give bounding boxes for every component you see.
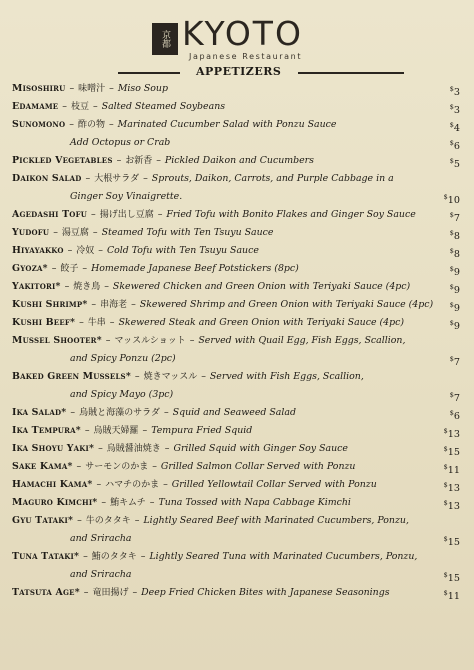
item-japanese-name: お新香 [125,156,153,166]
item-name: Maguro Kimchi* [12,497,98,508]
dash-separator: – [81,425,93,436]
menu-item-line [12,548,460,566]
dash-separator: – [186,335,198,346]
menu-item [12,494,460,512]
menu-item-line [12,566,460,584]
dash-separator: – [160,479,171,490]
item-japanese-name: 鮪のタタキ [91,552,137,562]
dash-separator: – [82,173,94,184]
dash-separator: – [106,317,118,328]
logo-seal: 京都 [152,23,178,55]
menu-item [12,296,460,314]
dollar-sign: $ [449,229,454,237]
item-description: Grilled Squid with Ginger Soy Sauce [173,443,348,454]
dash-separator: – [137,551,149,562]
dash-separator: – [95,443,106,454]
item-description: Sprouts, Daikon, Carrots, and Purple Cabbage in a [151,173,394,184]
dash-separator: – [131,515,143,526]
dash-separator: – [66,83,78,94]
menu-item-line [12,512,460,530]
item-description: Grilled Yellowtail Collar Served with Ponzu [171,479,377,490]
dash-separator: – [61,281,73,292]
item-description: Tempura Fried Squid [151,425,253,436]
dollar-sign: $ [443,571,448,579]
item-price [444,584,460,606]
dash-separator: – [198,371,209,382]
menu-item-line [12,296,460,314]
menu-item-line [12,314,460,332]
dash-separator: – [153,155,164,166]
menu-item [12,152,460,170]
menu-item [12,260,460,278]
dash-separator: – [73,461,85,472]
item-price-value: 13 [447,501,460,513]
dash-separator: – [89,101,101,112]
item-description: Pickled Daikon and Cucumbers [164,155,314,166]
menu-item-line [12,584,460,602]
item-description: Served with Quail Egg, Fish Eggs, Scallion, [198,335,406,346]
item-japanese-name: 大根サラダ [94,174,140,184]
dash-separator: – [48,263,60,274]
menu-item [12,98,460,116]
dash-separator: – [161,407,172,418]
menu-item-line [12,170,460,188]
menu-item [12,404,460,422]
dollar-sign: $ [443,463,448,471]
menu-item [12,206,460,224]
dollar-sign: $ [443,589,448,597]
dash-separator: – [146,497,158,508]
menu-item [12,80,460,98]
item-japanese-name: 冷奴 [76,246,95,256]
dash-separator: – [139,425,151,436]
item-name: Ika Shoyu Yaki* [12,443,95,454]
dollar-sign: $ [449,301,454,309]
dash-separator: – [66,119,77,130]
item-name: Hamachi Kama* [12,479,93,490]
menu-item-line [12,494,460,512]
dollar-sign: $ [449,319,454,327]
item-price-value: 11 [447,465,460,477]
item-price-value: 6 [453,411,460,423]
menu-item [12,332,460,368]
item-japanese-name: 烏賊と海藻のサラダ [79,408,160,418]
dollar-sign: $ [443,499,448,507]
item-japanese-name: 竜田揚げ [92,588,129,598]
dash-separator: – [161,443,173,454]
item-japanese-name: 餃子 [60,264,79,274]
dollar-sign: $ [443,427,448,435]
item-price-value: 3 [453,87,460,99]
item-price-value: 8 [453,249,460,261]
item-price-value: 13 [447,483,460,495]
item-japanese-name: 牛串 [87,318,106,328]
dollar-sign: $ [443,193,448,201]
dash-separator: – [98,497,110,508]
menu-item [12,224,460,242]
item-name: Kushi Shrimp* [12,299,88,310]
item-description: Steamed Tofu with Ten Tsuyu Sauce [101,227,274,238]
item-description: Grilled Salmon Collar Served with Ponzu [160,461,356,472]
menu-item-line [12,530,460,548]
restaurant-header [0,10,474,61]
menu-item-line [12,242,460,260]
dollar-sign: $ [443,445,448,453]
restaurant-name: KYOTO [182,14,303,53]
item-description-continued: and Spicy Ponzu (2pc) [70,353,176,364]
item-price-value: 15 [447,447,460,459]
dash-separator: – [129,587,141,598]
dash-separator: – [113,155,125,166]
menu-item-line [12,188,460,206]
item-name: Ika Salad* [12,407,67,418]
item-price-value: 9 [453,321,460,333]
dash-separator: – [89,227,101,238]
dash-separator: – [106,83,117,94]
item-japanese-name: 焼き鳥 [73,282,101,292]
item-description: Lightly Seared Beef with Marinated Cucumbers, Ponzu, [143,515,409,526]
dollar-sign: $ [449,103,454,111]
menu-item [12,278,460,296]
item-japanese-name: 酢の物 [77,120,105,130]
item-price-value: 7 [453,213,460,225]
menu-item-line [12,386,460,404]
menu-item [12,512,460,548]
dash-separator: – [131,371,143,382]
dash-separator: – [67,407,79,418]
dollar-sign: $ [449,391,454,399]
item-price-value: 11 [447,591,460,603]
dollar-sign: $ [449,85,454,93]
menu-item [12,314,460,332]
item-japanese-name: 烏賊醤油焼き [106,444,161,454]
item-price-value: 15 [447,537,460,549]
section-heading [118,64,398,80]
dash-separator: – [88,209,99,220]
item-description-continued: Ginger Soy Vinaigrette. [70,191,183,202]
item-price-value: 9 [453,303,460,315]
item-description: Skewered Steak and Green Onion with Teriyaki Sauce (4pc) [118,317,405,328]
item-japanese-name: ハマチのかま [105,480,160,490]
item-price-value: 3 [453,105,460,117]
dollar-sign: $ [449,211,454,219]
dash-separator: – [76,317,87,328]
item-price-value: 10 [447,195,460,207]
menu-item-line [12,206,460,224]
menu-item-line [12,422,460,440]
dash-separator: – [80,551,91,562]
menu-item [12,548,460,584]
item-name: Tuna Tataki* [12,551,80,562]
dash-separator: – [88,299,100,310]
restaurant-subtitle: Japanese Restaurant [189,52,303,61]
dollar-sign: $ [449,247,454,255]
item-name: Sunomono [12,119,66,130]
menu-item-line [12,98,460,116]
menu-item-line [12,404,460,422]
item-description: Skewered Chicken and Green Onion with Teriyaki Sauce (4pc) [112,281,411,292]
item-price-value: 5 [453,159,460,171]
item-price-value: 13 [447,429,460,441]
dash-separator: – [93,479,105,490]
item-description: Fried Tofu with Bonito Flakes and Ginger Soy Sauce [166,209,416,220]
dollar-sign: $ [449,157,454,165]
item-price-value: 6 [453,141,460,153]
menu-item-line [12,332,460,350]
item-name: Yakitori* [12,281,61,292]
menu-item-line [12,368,460,386]
dollar-sign: $ [449,355,454,363]
item-description: Served with Fish Eggs, Scallion, [209,371,364,382]
item-name: Tatsuta Age* [12,587,80,598]
dash-separator: – [149,461,160,472]
dash-separator: – [50,227,61,238]
item-description-continued: and Sriracha [70,569,132,580]
item-name: Edamame [12,101,59,112]
item-description: Cold Tofu with Ten Tsuyu Sauce [106,245,259,256]
menu-item-line [12,134,460,152]
item-name: Sake Kama* [12,461,73,472]
item-price-value: 9 [453,267,460,279]
item-japanese-name: 味噌汁 [78,84,106,94]
item-name: Gyu Tataki* [12,515,74,526]
item-price-value: 8 [453,231,460,243]
dollar-sign: $ [449,283,454,291]
menu-item [12,116,460,134]
menu-item-line [12,260,460,278]
item-japanese-name: 揚げ出し豆腐 [99,210,154,220]
item-price-value: 15 [447,573,460,585]
item-name: Hiyayakko [12,245,64,256]
dollar-sign: $ [443,481,448,489]
item-name: Pickled Vegetables [12,155,113,166]
item-description-continued: and Spicy Mayo (3pc) [70,389,174,400]
section-title: APPETIZERS [196,65,282,78]
dash-separator: – [106,119,117,130]
item-name: Yudofu [12,227,50,238]
item-description: Lightly Seared Tuna with Marinated Cucumbers, Ponzu, [149,551,418,562]
item-description: Salted Steamed Soybeans [101,101,226,112]
heading-rule-left [118,72,180,74]
menu-item-line [12,80,460,98]
menu-item-line [12,458,460,476]
item-description: Deep Fried Chicken Bites with Japanese Seasonings [141,587,390,598]
dollar-sign: $ [449,409,454,417]
dash-separator: – [74,515,85,526]
item-japanese-name: 牛のタタキ [85,516,131,526]
menu-item-line [12,350,460,368]
item-description: Tuna Tossed with Napa Cabbage Kimchi [158,497,351,508]
menu-item [12,440,460,458]
menu-item [12,476,460,494]
dash-separator: – [102,335,114,346]
menu-item-line [12,440,460,458]
menu-item [12,134,460,152]
dollar-sign: $ [449,139,454,147]
item-price-value: 4 [453,123,460,135]
dash-separator: – [64,245,76,256]
item-japanese-name: 枝豆 [70,102,89,112]
menu-item-line [12,476,460,494]
item-price-value: 9 [453,285,460,297]
item-description: Marinated Cucumber Salad with Ponzu Sauce [117,119,337,130]
menu-item [12,458,460,476]
menu-item-line [12,116,460,134]
dollar-sign: $ [449,121,454,129]
heading-rule-right [298,72,404,74]
dash-separator: – [128,299,139,310]
menu-item-line [12,152,460,170]
menu-item [12,170,460,206]
dash-separator: – [101,281,112,292]
dash-separator: – [80,587,92,598]
item-description-continued: and Sriracha [70,533,132,544]
item-name: Ika Tempura* [12,425,81,436]
item-name: Mussel Shooter* [12,335,102,346]
item-japanese-name: 串海老 [100,300,128,310]
item-japanese-name: 湯豆腐 [61,228,89,238]
dash-separator: – [95,245,106,256]
item-price-value: 7 [453,357,460,369]
item-name: Baked Green Mussels* [12,371,131,382]
item-japanese-name: 焼きマッスル [143,372,198,382]
item-japanese-name: 鮪キムチ [110,498,146,508]
item-name: Kushi Beef* [12,317,76,328]
menu-item [12,584,460,602]
menu-item [12,422,460,440]
dash-separator: – [59,101,70,112]
menu-item-line [12,278,460,296]
menu-item [12,242,460,260]
menu-item [12,368,460,404]
item-price-value: 7 [453,393,460,405]
item-japanese-name: 烏賊天婦羅 [93,426,139,436]
item-description-continued: Add Octopus or Crab [70,137,171,148]
item-description: Squid and Seaweed Salad [172,407,296,418]
dash-separator: – [140,173,151,184]
item-name: Gyoza* [12,263,48,274]
item-name: Daikon Salad [12,173,82,184]
item-name: Misoshiru [12,83,66,94]
item-description: Skewered Shrimp and Green Onion with Teriyaki Sauce (4pc) [139,299,434,310]
dollar-sign: $ [443,535,448,543]
item-japanese-name: サーモンのかま [85,462,149,472]
item-name: Agedashi Tofu [12,209,88,220]
dollar-sign: $ [449,265,454,273]
item-japanese-name: マッスルショット [114,336,186,346]
item-description: Homemade Japanese Beef Potstickers (8pc) [91,263,299,274]
item-description: Miso Soup [117,83,168,94]
dash-separator: – [79,263,91,274]
menu-list [12,80,460,602]
dash-separator: – [154,209,166,220]
menu-item-line [12,224,460,242]
